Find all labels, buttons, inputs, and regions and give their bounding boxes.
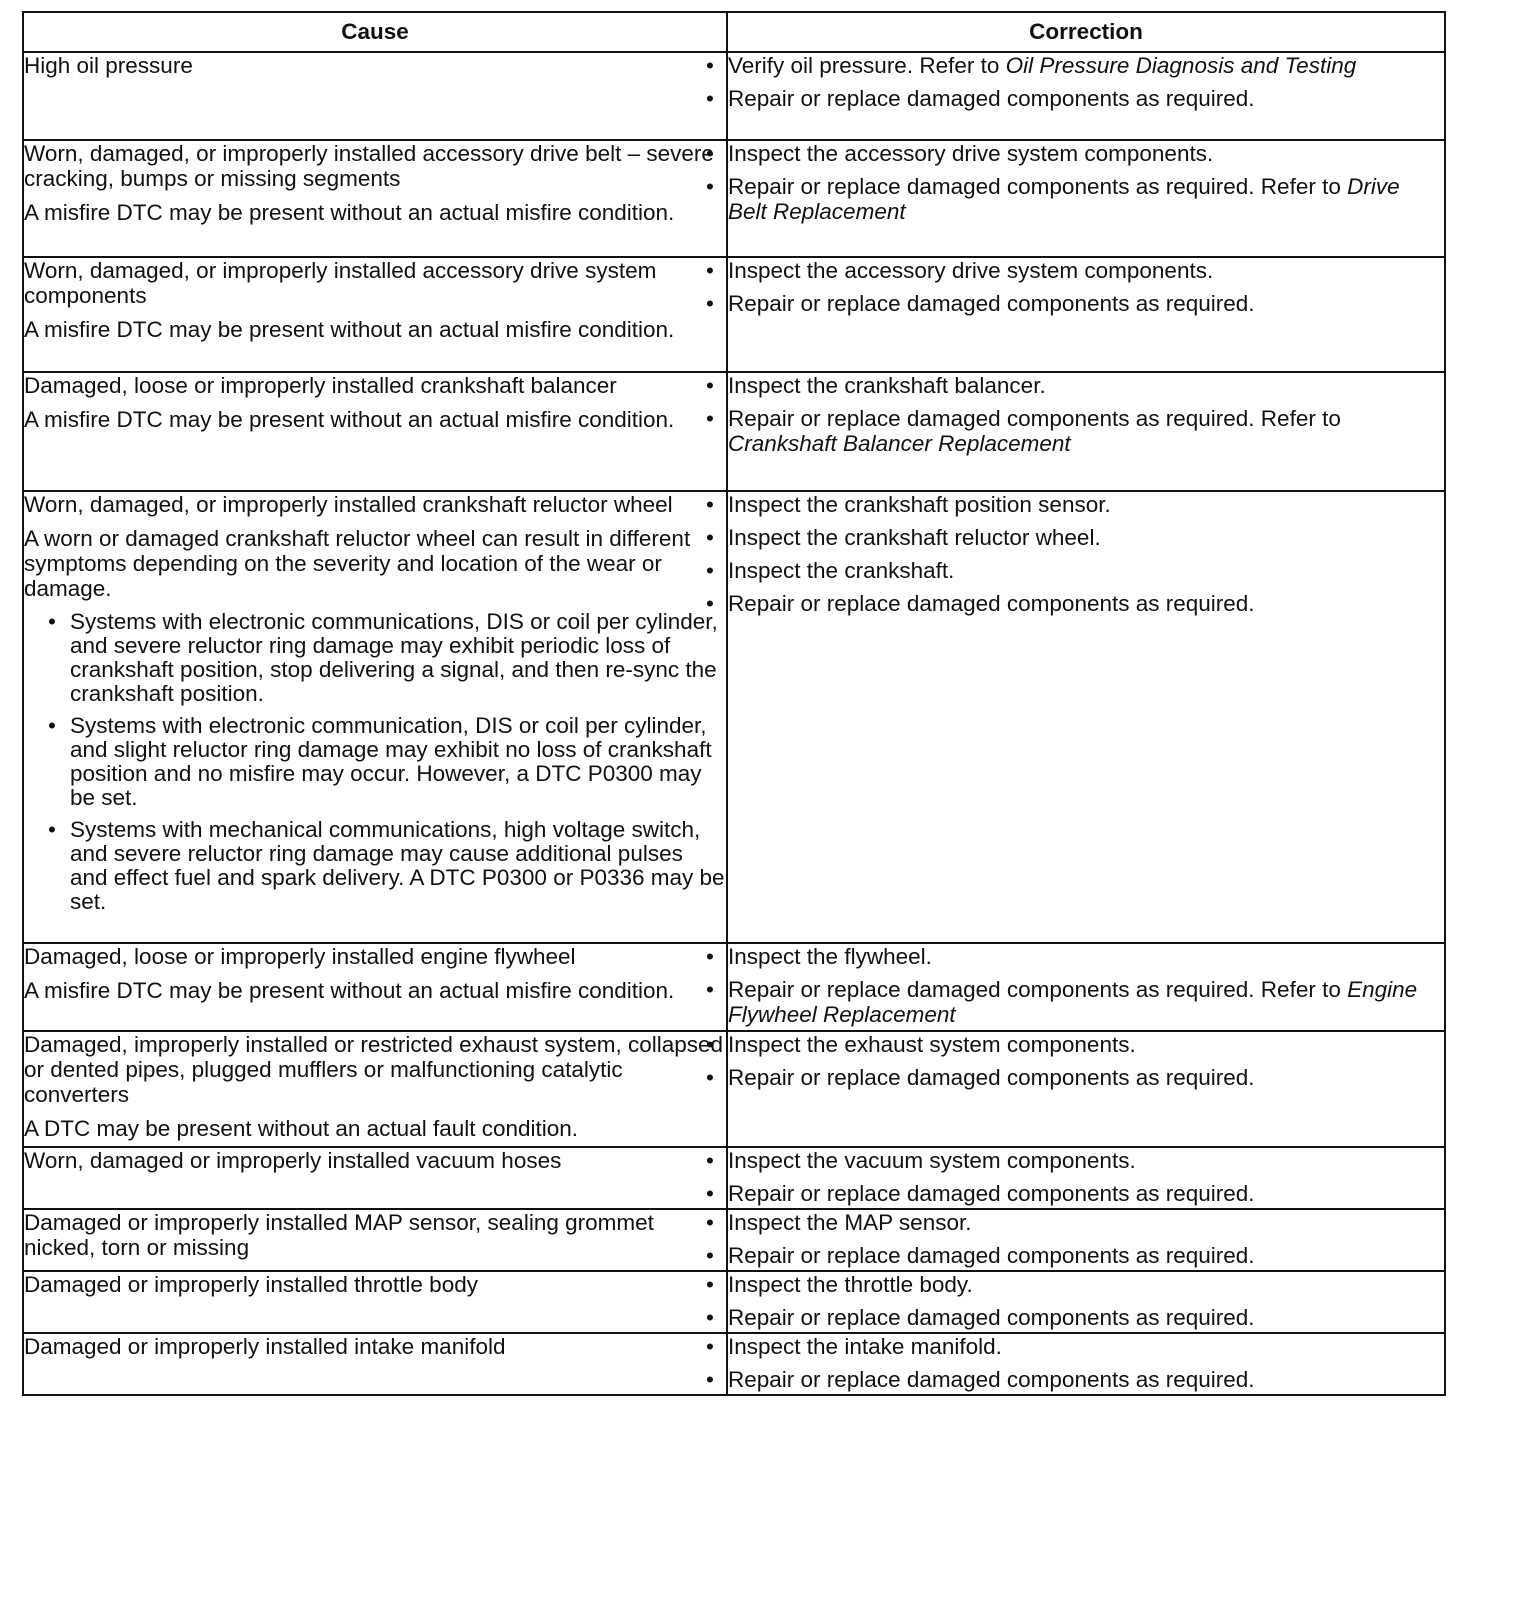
correction-cell — [727, 943, 1445, 1031]
correction-cell — [727, 257, 1445, 372]
correction-cell — [727, 1147, 1445, 1209]
correction-item — [728, 53, 1444, 78]
correction-text: Inspect the MAP sensor. — [728, 1210, 972, 1235]
correction-text: Repair or replace damaged components as required. Refer to — [728, 174, 1348, 199]
correction-list — [728, 1032, 1444, 1090]
table-header-row — [23, 12, 1445, 52]
correction-text: Repair or replace damaged components as required. Refer to — [728, 977, 1348, 1002]
cause-bullet-item: • Systems with electronic communication, DIS or coil per cylinder, and slight reluctor ring damage may exhibit no loss of crankshaft position and no misfire may occur. However, a DTC P0300 may be set. — [70, 714, 726, 810]
correction-cell — [727, 52, 1445, 140]
cause-text: Worn, damaged, or improperly installed accessory drive belt – severe cracking, bumps or missing segments — [24, 141, 714, 191]
correction-cell — [727, 1271, 1445, 1333]
correction-item — [728, 525, 1444, 550]
correction-item — [728, 1210, 1444, 1235]
cause-text: High oil pressure — [24, 53, 193, 78]
cause-text: Damaged, loose or improperly installed engine flywheel — [24, 944, 576, 969]
cause-correction-table — [22, 11, 1446, 1396]
cause-cell — [23, 140, 727, 257]
table-row — [23, 1333, 1445, 1395]
correction-item — [728, 174, 1444, 224]
table-row — [23, 372, 1445, 491]
correction-text: Inspect the exhaust system components. — [728, 1032, 1136, 1057]
table-row — [23, 491, 1445, 943]
correction-list — [728, 141, 1444, 224]
correction-cell — [727, 1209, 1445, 1271]
correction-text: Repair or replace damaged components as required. — [728, 1243, 1255, 1268]
correction-cell — [727, 491, 1445, 943]
cause-text: Worn, damaged, or improperly installed crankshaft reluctor wheel — [24, 492, 673, 517]
correction-item — [728, 373, 1444, 398]
procedure-reference: Oil Pressure Diagnosis and Testing — [1005, 53, 1357, 78]
correction-item — [728, 1148, 1444, 1173]
correction-item — [728, 492, 1444, 517]
procedure-reference: Engine Flywheel Replacement — [728, 977, 1418, 1027]
correction-text: Repair or replace damaged components as required. — [728, 86, 1255, 111]
cause-cell — [23, 1031, 727, 1147]
correction-text: Repair or replace damaged components as required. — [728, 591, 1255, 616]
correction-text: Repair or replace damaged components as required. — [728, 1181, 1255, 1206]
cause-bullet-list — [24, 610, 726, 914]
correction-text: Inspect the throttle body. — [728, 1272, 973, 1297]
cause-text: Worn, damaged or improperly installed vacuum hoses — [24, 1148, 562, 1173]
correction-item — [728, 1334, 1444, 1359]
correction-item — [728, 291, 1444, 316]
cause-text: Worn, damaged, or improperly installed accessory drive system components — [24, 258, 657, 308]
correction-text: Repair or replace damaged components as required. — [728, 1305, 1255, 1330]
cause-note: A misfire DTC may be present without an actual misfire condition. — [24, 317, 675, 342]
procedure-reference: Crankshaft Balancer Replacement — [728, 431, 1071, 456]
correction-cell — [727, 1031, 1445, 1147]
correction-item — [728, 1367, 1444, 1392]
cause-cell — [23, 1209, 727, 1271]
cause-text: Damaged or improperly installed intake manifold — [24, 1334, 506, 1359]
correction-text: Inspect the crankshaft balancer. — [728, 373, 1046, 398]
correction-list — [728, 1210, 1444, 1268]
cause-bullet-item: • Systems with electronic communications, DIS or coil per cylinder, and severe reluctor ring damage may exhibit periodic loss of crankshaft position, stop delivering a signal, and then re-sync the crankshaft position. — [70, 610, 726, 706]
cause-text: Damaged or improperly installed throttle body — [24, 1272, 478, 1297]
correction-item — [728, 591, 1444, 616]
correction-item — [728, 86, 1444, 111]
correction-text: Inspect the accessory drive system components. — [728, 141, 1214, 166]
correction-item — [728, 1181, 1444, 1206]
table-row — [23, 1031, 1445, 1147]
cause-note: A worn or damaged crankshaft reluctor wheel can result in different symptoms depending on the severity and location of the wear or damage. — [24, 526, 691, 601]
correction-list — [728, 944, 1444, 1027]
correction-text: Inspect the intake manifold. — [728, 1334, 1002, 1359]
correction-cell — [727, 372, 1445, 491]
correction-item — [728, 1032, 1444, 1057]
correction-text: Inspect the crankshaft. — [728, 558, 955, 583]
diagnostic-page — [22, 11, 1444, 1396]
correction-text: Inspect the vacuum system components. — [728, 1148, 1136, 1173]
correction-text: Inspect the accessory drive system components. — [728, 258, 1214, 283]
cause-note: A misfire DTC may be present without an actual misfire condition. — [24, 978, 675, 1003]
correction-item — [728, 406, 1444, 456]
header-cause: Cause — [23, 12, 727, 52]
cause-note: A misfire DTC may be present without an actual misfire condition. — [24, 200, 675, 225]
table-body — [23, 52, 1445, 1395]
cause-bullet-item: • Systems with mechanical communications, high voltage switch, and severe reluctor ring damage may cause additional pulses and effect fuel and spark delivery. A DTC P0300 or P0336 may be set. — [70, 818, 726, 914]
correction-item — [728, 1305, 1444, 1330]
table-row — [23, 257, 1445, 372]
cause-cell — [23, 1147, 727, 1209]
correction-item — [728, 141, 1444, 166]
cause-text: Damaged, loose or improperly installed crankshaft balancer — [24, 373, 617, 398]
correction-list — [728, 1272, 1444, 1330]
correction-item — [728, 1065, 1444, 1090]
correction-list — [728, 53, 1444, 111]
correction-list — [728, 373, 1444, 456]
cause-cell — [23, 1333, 727, 1395]
procedure-reference: Drive Belt Replacement — [728, 174, 1400, 224]
cause-text: Damaged or improperly installed MAP sensor, sealing grommet nicked, torn or missing — [24, 1210, 654, 1260]
cause-cell — [23, 1271, 727, 1333]
table-row — [23, 1209, 1445, 1271]
cause-cell — [23, 943, 727, 1031]
correction-text: Inspect the flywheel. — [728, 944, 932, 969]
correction-item — [728, 944, 1444, 969]
table-row — [23, 52, 1445, 140]
correction-item — [728, 258, 1444, 283]
correction-text: Inspect the crankshaft reluctor wheel. — [728, 525, 1101, 550]
cause-cell — [23, 52, 727, 140]
cause-cell — [23, 257, 727, 372]
table-row — [23, 943, 1445, 1031]
cause-text: Damaged, improperly installed or restricted exhaust system, collapsed or dented pipes, plugged mufflers or malfunctioning catalytic converters — [24, 1032, 724, 1107]
cause-note: A misfire DTC may be present without an actual misfire condition. — [24, 407, 675, 432]
header-correction: Correction — [727, 12, 1445, 52]
correction-list — [728, 1148, 1444, 1206]
correction-list — [728, 1334, 1444, 1392]
table-row — [23, 1271, 1445, 1333]
correction-item — [728, 1243, 1444, 1268]
correction-text: Inspect the crankshaft position sensor. — [728, 492, 1111, 517]
correction-text: Repair or replace damaged components as required. — [728, 291, 1255, 316]
correction-text: Verify oil pressure. Refer to — [728, 53, 1006, 78]
correction-text: Repair or replace damaged components as required. Refer to — [728, 406, 1341, 431]
cause-cell — [23, 491, 727, 943]
correction-text: Repair or replace damaged components as required. — [728, 1367, 1255, 1392]
correction-list — [728, 258, 1444, 316]
table-row — [23, 140, 1445, 257]
cause-cell — [23, 372, 727, 491]
correction-text: Repair or replace damaged components as required. — [728, 1065, 1255, 1090]
correction-cell — [727, 1333, 1445, 1395]
correction-list — [728, 492, 1444, 616]
correction-item — [728, 977, 1444, 1027]
table-row — [23, 1147, 1445, 1209]
correction-cell — [727, 140, 1445, 257]
correction-item — [728, 558, 1444, 583]
cause-note: A DTC may be present without an actual fault condition. — [24, 1116, 579, 1141]
correction-item — [728, 1272, 1444, 1297]
